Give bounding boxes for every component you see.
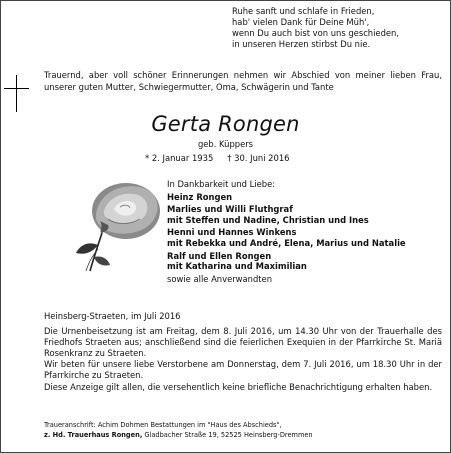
cross-icon-bar bbox=[4, 88, 29, 89]
mourner-family-2: Henni und Hannes Winkens bbox=[167, 227, 297, 238]
address-line-1: Traueranschrift: Achim Dohmen Bestattungen im "Haus des Abschieds", bbox=[44, 421, 282, 429]
prayer-paragraph: Wir beten für unsere liebe Verstorbene am Donnerstag, dem 7. Juli 2016, um 18.30 Uhr in der Pfarrkirche zu Straeten. bbox=[44, 359, 442, 381]
mourner-family-3: Ralf und Ellen Rongen bbox=[167, 250, 272, 261]
mourner-family-1: Marlies und Willi Fluthgraf bbox=[167, 204, 293, 215]
intro-text: Trauernd, aber voll schöner Erinnerungen nehmen wir Abschied von meiner lieben Frau, unserer guten Mutter, Schwiegermutter, Oma, Schwägerin und Tante bbox=[44, 70, 442, 92]
cross-icon bbox=[16, 75, 17, 112]
maiden-name: geb. Küppers bbox=[197, 139, 254, 149]
mourners-intro: In Dankbarkeit und Liebe: bbox=[167, 179, 276, 189]
address-line-2 bbox=[44, 430, 313, 440]
rose-image bbox=[68, 175, 164, 275]
notice-paragraph: Diese Anzeige gilt allen, die versehentlich keine briefliche Benachrichtigung erhalten haben. bbox=[44, 381, 433, 392]
service-details bbox=[44, 326, 442, 394]
mourner-family-2-children: mit Rebekka und André, Elena, Marius und Natalie bbox=[167, 237, 406, 248]
deceased-name: Gerta Rongen bbox=[151, 112, 300, 136]
address-street: Gladbacher Straße 19, 52525 Heinsberg-Dremmen bbox=[142, 431, 313, 439]
address-recipient: z. Hd. Trauerhaus Rongen, bbox=[44, 431, 143, 439]
poem-verse: Ruhe sanft und schlafe in Frieden, hab' vielen Dank für Deine Müh', wenn Du auch bist von uns geschieden, in unseren Herzen stirbst Du nie. bbox=[232, 6, 400, 49]
mourner-family-3-children: mit Katharina und Maximilian bbox=[167, 261, 307, 272]
mourner-family-1-children: mit Steffen und Nadine, Christian und Ines bbox=[167, 214, 369, 225]
birth-date: * 2. Januar 1935 bbox=[145, 153, 214, 163]
mourners-list bbox=[167, 179, 406, 284]
death-date: † 30. Juni 2016 bbox=[227, 153, 290, 163]
mourner-spouse: Heinz Rongen bbox=[167, 191, 233, 202]
mourning-address bbox=[44, 420, 313, 440]
mourners-closing: sowie alle Anverwandten bbox=[167, 273, 273, 284]
funeral-paragraph: Die Urnenbeisetzung ist am Freitag, dem 8. Juli 2016, um 14.30 Uhr von der Trauerhalle des Friedhofs Straeten aus; anschließend sind die feierlichen Exequien in der Pfarrkirche St. Mariä Rosenkranz zu Straeten. bbox=[44, 326, 442, 358]
place-date: Heinsberg-Straeten, im Juli 2016 bbox=[44, 311, 181, 321]
life-dates bbox=[145, 153, 304, 163]
